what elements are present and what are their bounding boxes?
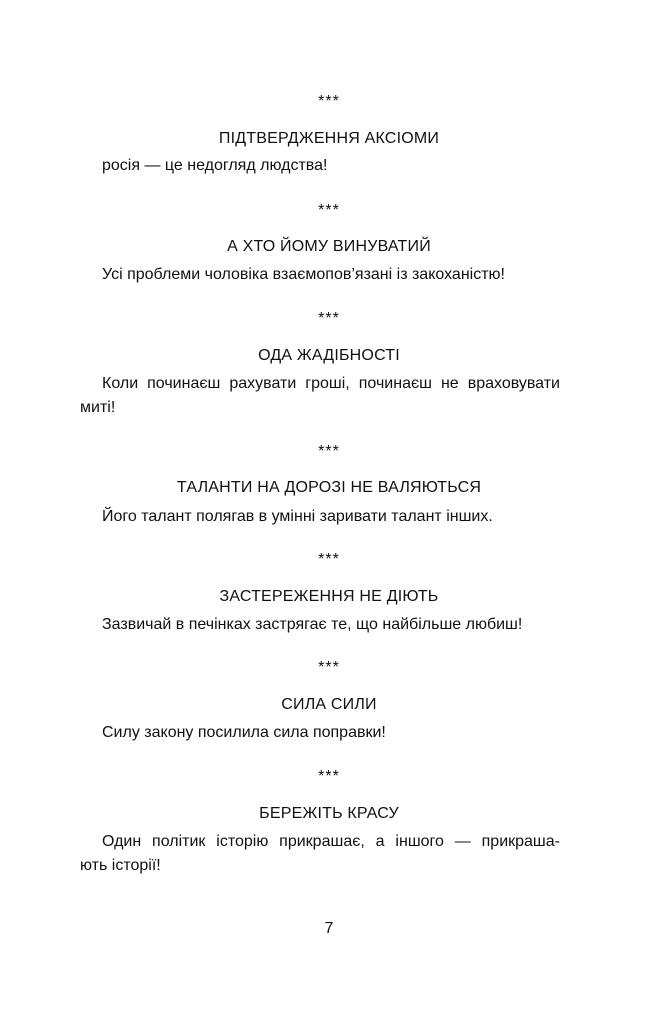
section-separator: ***: [318, 310, 340, 327]
section-text-line: ють історії!: [80, 857, 161, 874]
section-text-line: Його талант полягав в умінні заривати талант інших.: [102, 508, 493, 525]
section-text-line: Усі проблеми чоловіка взаємопов’язані із закоханістю!: [102, 266, 505, 283]
section-text-line: Один політик історію прикрашає, а іншого — прикраша-: [102, 833, 560, 850]
section-title: А ХТО ЙОМУ ВИНУВАТИЙ: [227, 238, 431, 255]
section-text-line: Коли починаєш рахувати гроші, починаєш не враховувати: [102, 375, 560, 392]
section-text-line: Зазвичай в печінках застрягає те, що найбільше любиш!: [102, 616, 523, 633]
section-title: ТАЛАНТИ НА ДОРОЗІ НЕ ВАЛЯЮТЬСЯ: [176, 479, 482, 496]
section-title: ОДА ЖАДІБНОСТІ: [258, 347, 400, 364]
section-title: БЕРЕЖІТЬ КРАСУ: [259, 805, 399, 822]
section-separator: ***: [318, 768, 340, 785]
section-separator: ***: [318, 659, 340, 676]
page-number: 7: [324, 920, 334, 937]
section-text-line: Силу закону посилила сила поправки!: [102, 724, 386, 741]
section-title: ЗАСТЕРЕЖЕННЯ НЕ ДІЮТЬ: [219, 588, 439, 605]
section-title: ПІДТВЕРДЖЕННЯ АКСІОМИ: [218, 130, 440, 147]
section-separator: ***: [318, 443, 340, 460]
section-separator: ***: [318, 551, 340, 568]
section-title: СИЛА СИЛИ: [281, 696, 377, 713]
section-text-line: росія — це недогляд людства!: [102, 157, 328, 174]
section-separator: ***: [318, 93, 340, 110]
section-separator: ***: [318, 202, 340, 219]
section-text-line: миті!: [80, 399, 116, 416]
